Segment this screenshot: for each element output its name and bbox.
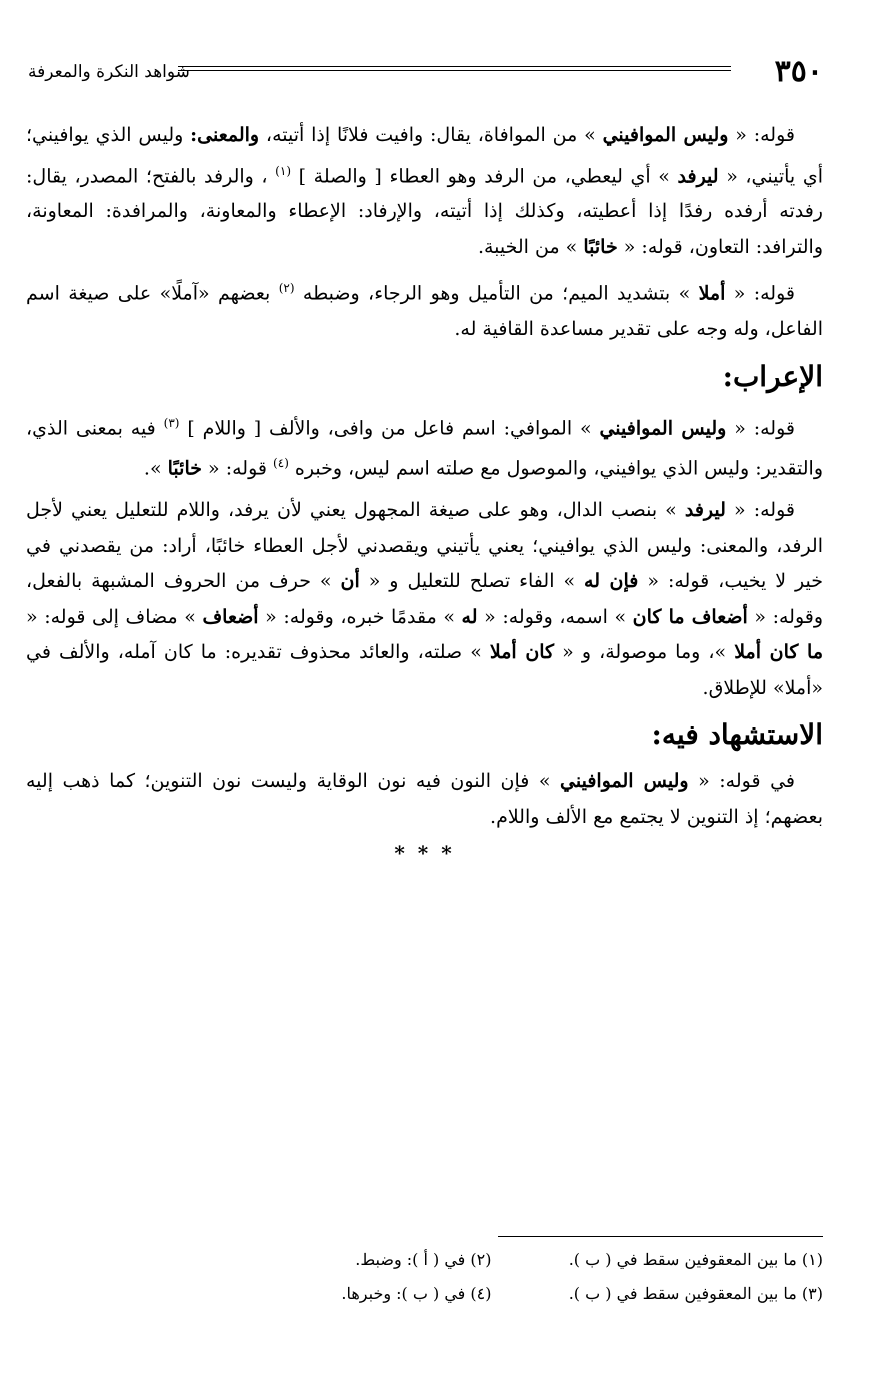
text: ». [143,457,162,480]
running-title: شواهد النكرة والمعرفة [28,62,190,82]
footnote-ref[interactable]: (١) [275,163,291,178]
quoted-term: ليرفد [677,164,719,187]
quoted-term: له [461,605,478,628]
text: ، والرفد بالفتح؛ المصدر، يقال: رفدته أرفده رفدًا إذا أعطيته، وكذلك إذا أتيته، والإرفاد: الإعطاء والمعاونة، والمرافدة: المعاونة، والترافد: التعاون، قوله: « [26,164,823,258]
text: قوله: « [735,124,795,146]
text: بعضهم «آملًا» على صيغة اسم الفاعل، وله وجه على تقدير مساعدة القافية له. [26,282,823,341]
page-header [28,52,823,92]
text: » فإن النون فيه نون الوقاية وليست نون التنوين؛ كما ذهب إليه بعضهم؛ إذ التنوين لا يجتمع مع الألف واللام. [26,770,823,828]
text: وليس الذي يوافيني؛ أي يأتيني، « [26,124,823,187]
footnotes [200,1248,823,1306]
text: قوله: « [733,282,795,305]
footnote-ref[interactable]: (٣) [163,415,180,430]
bold-label: والمعنى: [190,124,260,146]
quoted-term: وليس الموافيني [560,770,689,793]
quoted-term: أضعاف [202,605,259,628]
footnote-2: (٢) في ( أ ): وضبط. [355,1250,492,1269]
text: » حرف من الحروف المشبهة بالفعل، وقوله: « [26,570,824,628]
text: »، وما موصولة، و « [562,641,727,664]
text: » مضاف إلى قوله: « [26,605,196,628]
quoted-term: أملا [698,282,726,305]
quoted-term: أضعاف ما كان [632,605,748,628]
quoted-term: كان أملا [489,641,555,664]
footnote-rule [498,1236,823,1237]
text: » بنصب الدال، وهو على صيغة المجهول يعني لأن يرفد، واللام للتعليل يعني لأجل الرفد، والمعنى: وليس الذي يوافيني؛ يعني يأتيني ويقصدني لأجل العطاء خائبًا، أراد: من يقصدني في خير لا يخيب، قوله: « [26,499,823,593]
footnote-ref[interactable]: (٤) [273,456,289,471]
irab-paragraph-2 [26,493,823,706]
text: » من الموافاة، يقال: وافيت فلانًا إذا أتيته، [259,124,596,146]
explanation-paragraph-1 [26,118,823,265]
text: قوله: « [208,457,267,480]
page-number: ٣٥٠ [774,54,823,89]
quoted-term: أن [340,570,360,593]
text: » الموافي: اسم فاعل من وافى، والألف [ واللام ] [187,416,592,439]
quoted-term: خائبًا [167,457,202,480]
text: فيه بمعنى الذي، والتقدير: وليس الذي يوافيني، والموصول مع صلته اسم ليس، وخبره [26,416,823,480]
text: » من الخيبة. [477,235,578,258]
quoted-term: وليس الموافيني [602,124,729,146]
page-body [26,118,823,865]
section-separator: * * * [394,841,455,866]
text: » مقدمًا خبره، وقوله: « [265,605,455,628]
quoted-term: ما كان أملا [734,641,824,664]
quoted-term: فإن له [584,570,639,593]
footnote-3: (٣) ما بين المعقوفين سقط في ( ب ). [568,1284,823,1303]
footnote-4: (٤) في ( ب ): وخبرها. [341,1284,492,1303]
header-rule [178,66,731,71]
explanation-paragraph-2 [26,271,823,347]
text: » اسمه، وقوله: « [484,605,627,628]
footnote-ref[interactable]: (٢) [278,281,295,296]
text: » الفاء تصلح للتعليل و « [368,570,576,593]
istishhad-paragraph [26,764,823,835]
text: قوله: « [734,499,795,522]
text: في قوله: « [698,770,795,793]
footnote-1: (١) ما بين المعقوفين سقط في ( ب ). [568,1250,823,1269]
quoted-term: وليس الموافيني [599,416,727,439]
istishhad-heading: الاستشهاد فيه: [651,718,823,752]
text: » صلته، والعائد محذوف تقديره: ما كان آمله، والألف في «أملا» للإطلاق. [26,641,823,699]
quoted-term: ليرفد [684,499,726,522]
quoted-term: خائبًا [583,235,618,258]
text: » أي ليعطي، من الرفد وهو العطاء [ والصلة ] [298,164,670,187]
irab-heading: الإعراب: [722,359,823,393]
text: » بتشديد الميم؛ من التأميل وهو الرجاء، وضبطه [302,282,691,305]
irab-paragraph-1 [26,406,823,488]
text: قوله: « [734,416,795,439]
